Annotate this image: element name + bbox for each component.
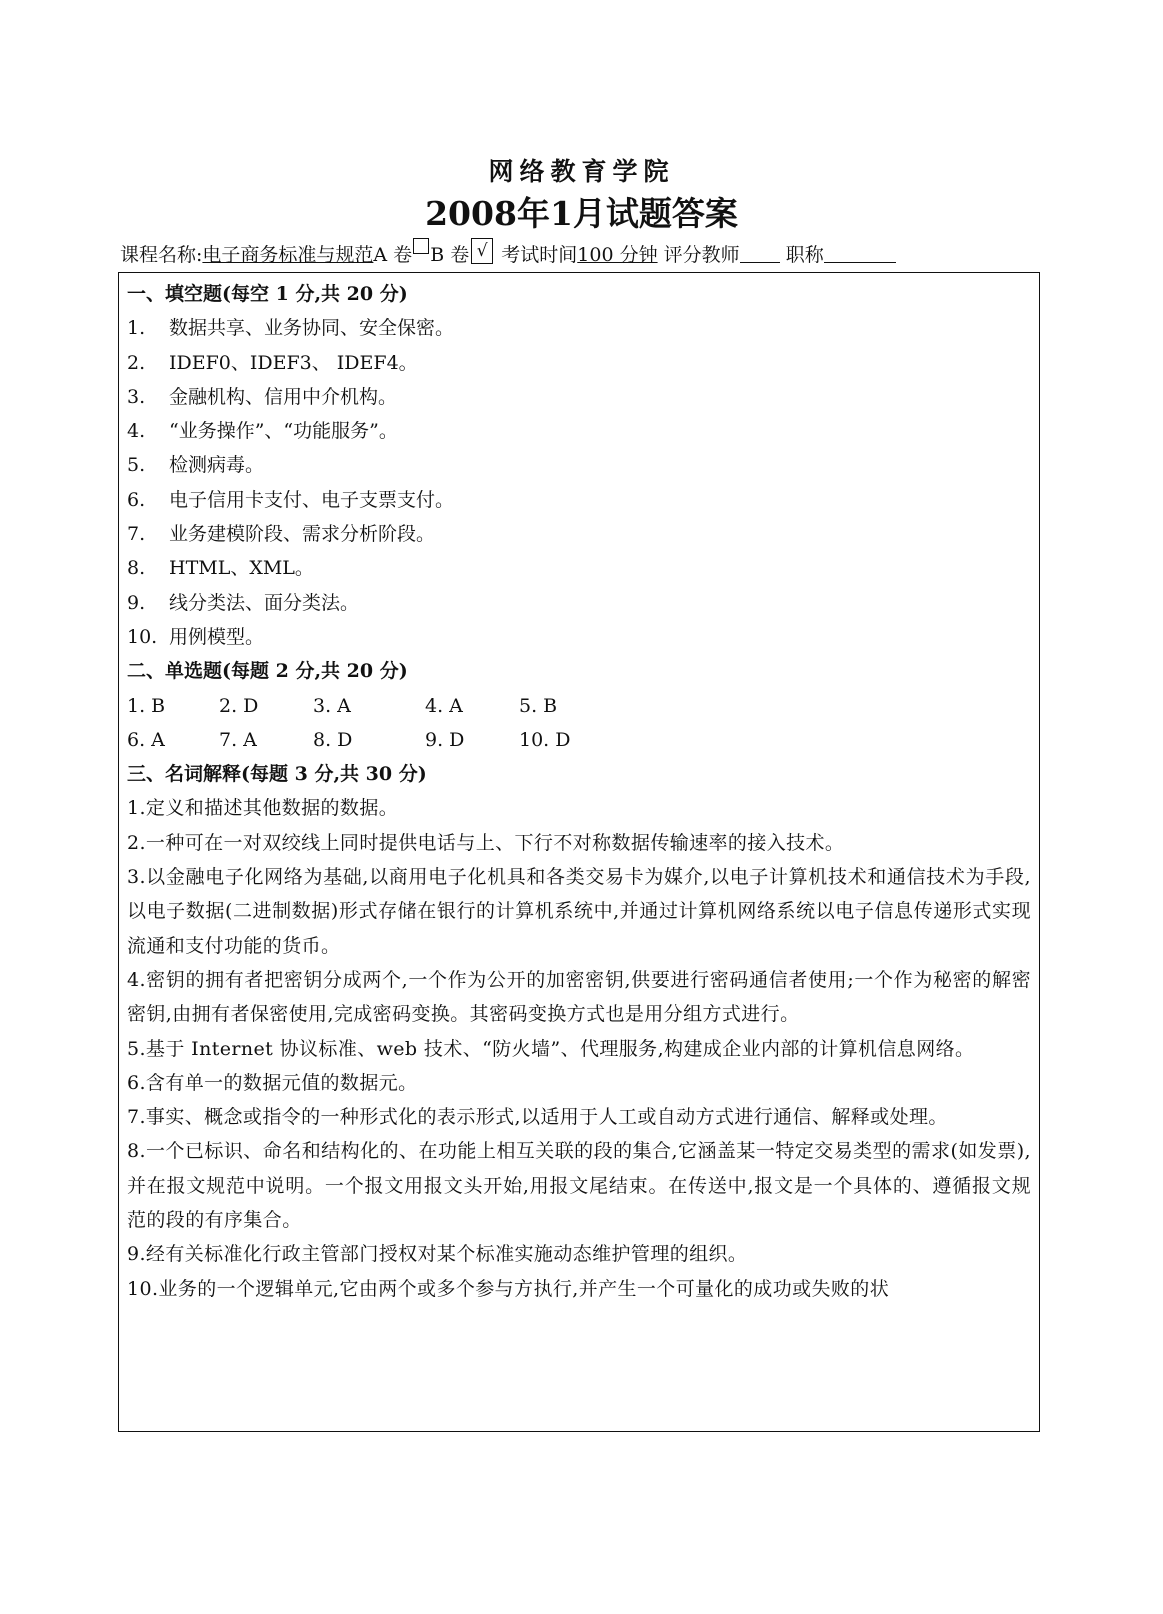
answer-box [118,272,1040,1432]
definition-item: 9.经有关标准化行政主管部门授权对某个标准实施动态维护管理的组织。 [127,1243,748,1266]
page-title: 2008年1月试题答案 [425,194,738,233]
list-item: 3. 金融机构、信用中介机构。 [127,385,398,408]
definition-item: 5.基于 Internet 协议标准、web 技术、“防火墙”、代理服务,构建成企业内部的计算机信息网络。 [127,1037,975,1060]
definition-item: 6.含有单一的数据元值的数据元。 [127,1071,418,1094]
grader-blank [740,240,780,263]
list-item: 4. “业务操作”、“功能服务”。 [127,420,398,443]
list-item: 9. 线分类法、面分类法。 [127,591,360,614]
exam-time-label: 考试时间 [501,244,578,266]
list-item: 6. 电子信用卡支付、电子支票支付。 [127,488,455,511]
list-item: 10. 用例模型。 [127,625,265,648]
list-item: 5. 检测病毒。 [127,454,265,477]
answer-content [127,277,1031,1306]
list-item: 1. 数据共享、业务协同、安全保密。 [127,317,455,340]
course-label: 课程名称: [120,244,203,266]
definition-item: 10.业务的一个逻辑单元,它由两个或多个参与方执行,并产生一个可量化的成功或失败的状 [127,1277,890,1300]
list-item: 7. 业务建模阶段、需求分析阶段。 [127,523,436,546]
section-heading-fill-blank: 一、填空题(每空 1 分,共 20 分) [127,283,408,305]
exam-time-value: 100 分钟 [577,244,658,266]
grader-label: 评分教师 [663,244,740,266]
definition-item: 4.密钥的拥有者把密钥分成两个,一个作为公开的加密密钥,供要进行密码通信者使用;一个作为秘密的解密密钥,由拥有者保密使用,完成密码变换。其密码变换方式也是用分组方式进行。 [127,968,1031,1026]
definition-item: 7.事实、概念或指令的一种形式化的表示形式,以适用于人工或自动方式进行通信、解释或处理。 [127,1106,948,1129]
course-info-line [120,240,1060,270]
paper-a-checkbox [413,238,429,254]
course-name: 电子商务标准与规范 [202,244,374,266]
title-label: 职称 [785,244,824,266]
definition-item: 3.以金融电子化网络为基础,以商用电子化机具和各类交易卡为媒介,以电子计算机技术和通信技术为手段,以电子数据(二进制数据)形式存储在银行的计算机系统中,并通过计算机网络系统以电子信息传递形式实现流通和支付功能的货币。 [127,866,1031,957]
paper-b-label: B 卷 [430,244,470,266]
choice-row-1: 1. B 2. D 3. A 4. A 5. B [127,694,558,717]
definition-item: 8.一个已标识、命名和结构化的、在功能上相互关联的段的集合,它涵盖某一特定交易类型的需求(如发票),并在报文规范中说明。一个报文用报文头开始,用报文尾结束。在传送中,报文是一个具体的、遵循报文规范的段的有序集合。 [127,1140,1031,1232]
list-item: 2. IDEF0、IDEF3、 IDEF4。 [127,351,418,374]
school-name: 网络教育学院 [488,157,675,186]
list-item: 8. HTML、XML。 [127,557,314,580]
paper-b-checkbox: √ [471,238,493,264]
definition-item: 2.一种可在一对双绞线上同时提供电话与上、下行不对称数据传输速率的接入技术。 [127,831,845,854]
title-blank [824,240,896,263]
choice-row-2: 6. A 7. A 8. D 9. D 10. D [127,728,571,751]
section-heading-terms: 三、名词解释(每题 3 分,共 30 分) [127,763,427,786]
paper-a-label: A 卷 [373,244,413,266]
section-heading-single-choice: 二、单选题(每题 2 分,共 20 分) [127,660,408,683]
definition-item: 1.定义和描述其他数据的数据。 [127,797,399,820]
